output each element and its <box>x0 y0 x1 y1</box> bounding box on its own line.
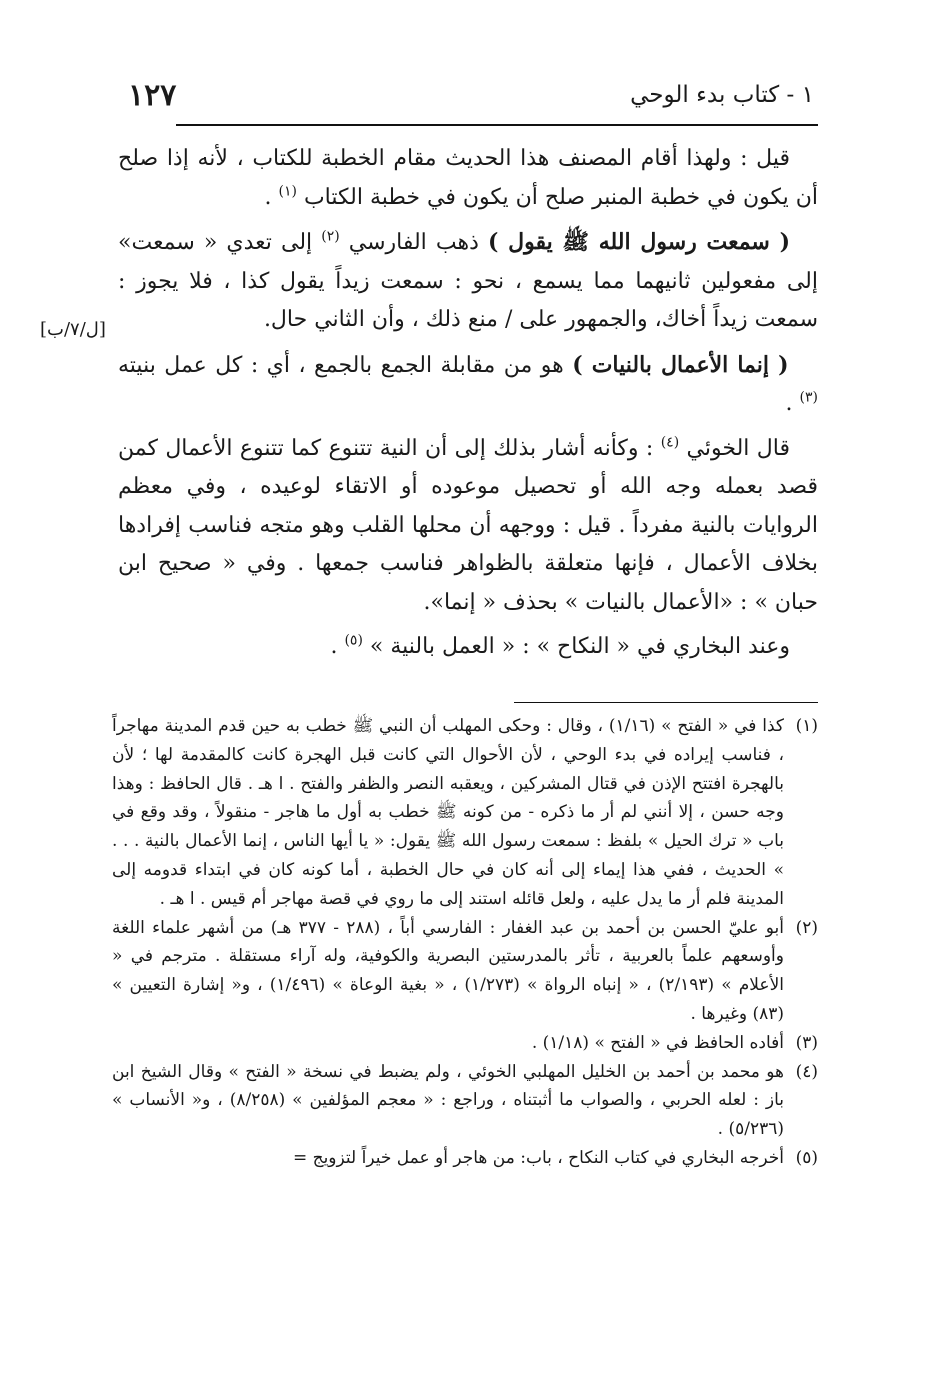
paragraph-text: إلى تعدي « سمعت» إلى مفعولين ثانيهما مما يسمع ، نحو : سمعت زيداً يقول كذا ، فلا يجوز : سمعت زيداً أخاك، والجمهور على / منع ذلك ، وأن الثاني حال. <box>118 230 818 332</box>
footnote-text: هو محمد بن أحمد بن الخليل المهلبي الخوئي ، ولم يضبط في نسخة « الفتح » وقال الشيخ ابن باز : لعله الحربي ، والصواب ما أثبتناه ، وراجع : « معجم المؤلفين » (٨/٢٥٨) ، و« الأنساب » (٥/٢٣٦) . <box>112 1061 785 1140</box>
paragraph-1 <box>118 140 818 217</box>
paragraph-2 <box>118 223 818 340</box>
paragraph-end: . <box>330 634 338 659</box>
footnote-ref[interactable]: (٣) <box>799 389 818 406</box>
footnote-item <box>112 914 818 1029</box>
footnote-ref[interactable]: (٢) <box>321 228 340 245</box>
footnote-ref[interactable]: (١) <box>278 183 297 200</box>
footnotes <box>112 712 818 1173</box>
header-rule <box>176 124 818 126</box>
hadith-quote: ( إنما الأعمال بالنيات ) <box>572 351 789 378</box>
footnote-number: (٥) <box>795 1147 818 1168</box>
paragraph-text: هو من مقابلة الجمع بالجمع ، أي : كل عمل بنيته <box>118 352 564 378</box>
paragraph-3 <box>118 346 818 424</box>
footnote-item <box>112 1029 818 1058</box>
footnote-text: أبو عليّ الحسن بن أحمد بن عبد الغفار : الفارسي أباً ، (٢٨٨ - ٣٧٧ هـ) من أشهر علماء اللغة وأوسعهم علماً بالعربية ، تأثر بالمدرستين البصرية والكوفية، وله آراء مستقلة . مترجم في « الأعلام » (٢/١٩٣) ، « إنباه الرواة » (١/٢٧٣) ، « بغية الوعاة » (١/٤٩٦) ، و« إشارة التعيين » (٨٣) وغيرها . <box>112 917 784 1024</box>
footnote-text: أفاده الحافظ في « الفتح » (١/١٨) . <box>531 1032 784 1053</box>
paragraph-4 <box>118 430 818 623</box>
paragraph-text: : وكأنه أشار بذلك إلى أن النية تتنوع كما تتنوع الأعمال كمن قصد بعمله وجه الله أو تحصيل موعوده أو الاتقاء لوعيده ، وفي معظم الروايات بالنية مفرداً . قيل : ووجهه أن محلها القلب وهو متجه فناسب إفرادها بخلاف الأعمال ، فإنها متعلقة بالظواهر فناسب جمعها . وفي « صحيح ابن حبان » : «الأعمال بالنيات » بحذف « إنما». <box>118 435 818 615</box>
main-text <box>118 140 818 673</box>
footnote-text: كذا في « الفتح » (١/١٦) ، وقال : وحكى المهلب أن النبي ﷺ خطب به حين قدم المدينة مهاجراً ، فناسب إيراده في بدء الوحي ، لأن الأحوال التي كانت قبل الهجرة كانت كالمقدمة لها ؛ لأن بالهجرة افتتح الإذن في قتال المشركين ، ويعقبه النصر والظفر والفتح . ا هـ . قال الحافظ : وهذا وجه حسن ، إلا أنني لم أر ما ذكره - من كونه ﷺ خطب به أول ما هاجر - منقولاً ، وقد وقع في باب « ترك الحيل » بلفظ : سمعت رسول الله ﷺ يقول: « يا أيها الناس ، إنما الأعمال بالنية . . . » الحديث ، ففي هذا إيماء إلى أنه كان في حال الخطبة ، أما كونه كان في ابتداء قدومه إلى المدينة فلم أر ما يدل عليه ، ولعل قائله استند إلى ما روي في قصة مهاجر أم قيس . ا هـ . <box>112 716 785 909</box>
paragraph-text: وعند البخاري في « النكاح » : « العمل بالنية » <box>362 634 790 659</box>
paragraph-text: قيل : ولهذا أقام المصنف هذا الحديث مقام الخطبة للكتاب ، لأنه إذا صلح أن يكون في خطبة المنبر صلح أن يكون في خطبة الكتاب <box>118 146 818 210</box>
chapter-title: ١ - كتاب بدء الوحي <box>630 82 814 108</box>
footnote-ref[interactable]: (٥) <box>344 632 363 649</box>
footnote-ref[interactable]: (٤) <box>660 434 680 451</box>
footnote-number: (١) <box>795 716 818 736</box>
footnote-item <box>112 712 818 914</box>
paragraph-5 <box>118 628 818 667</box>
footnote-number: (٣) <box>795 1032 818 1053</box>
hadith-quote: ( سمعت رسول الله ﷺ يقول ) <box>487 229 791 255</box>
footnote-number: (٢) <box>795 917 818 938</box>
footnote-item <box>112 1058 818 1144</box>
footnote-text: أخرجه البخاري في كتاب النكاح ، باب: من هاجر أو عمل خيراً لتزويج = <box>292 1147 784 1168</box>
paragraph-end: . <box>785 391 793 416</box>
manuscript-margin-note: [ل/٧/ب] <box>40 319 106 340</box>
page-number: ١٢٧ <box>128 78 177 113</box>
footnote-item <box>112 1144 818 1173</box>
paragraph-text: ذهب الفارسي <box>339 230 479 255</box>
footnote-separator <box>514 702 818 703</box>
paragraph-text: قال الخوئي <box>679 435 790 461</box>
footnote-number: (٤) <box>795 1061 818 1082</box>
paragraph-end: . <box>264 184 272 210</box>
